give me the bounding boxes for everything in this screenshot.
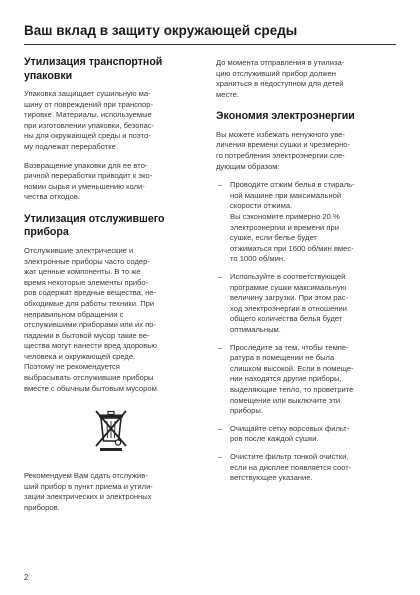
title-divider xyxy=(24,44,396,45)
page-title: Ваш вклад в защиту окружающей среды xyxy=(24,23,298,38)
crossed-out-wheelie-bin-icon xyxy=(86,403,136,453)
device-disposal-heading: Утилизация отслужившего прибора xyxy=(24,212,165,239)
transport-packaging-paragraph-1: Упаковка защищает сушильную ма- шину от повреждений при транспор- тировке. Материалы, используемые при изготовлении упаковки, безопас- ны для окружающей среды и поэто- му подлежат переработке. xyxy=(24,89,155,151)
list-item: – Проводите отжим белья в стираль- ной машине при максимальной скорости отжима. Вы сэкономите примерно 20 % электроэнергии и времени при сушке, если белье будет отжиматься при 1600 об/мин вмес- то 1000 об/мин. xyxy=(218,180,355,264)
page-number: 2 xyxy=(24,573,29,582)
energy-saving-intro: Вы можете избежать ненужного уве- личения времени сушки и чрезмерно- го потребления электроэнергии сле- дующим образом: xyxy=(216,129,351,171)
list-item: – Проследите за тем, чтобы темпе- ратура в помещении не была слишком высокой. Если в помеще- нии находятся другие приборы, выделяющие тепло, то проветрите помещение или выключите эти приборы. xyxy=(218,342,354,416)
transport-packaging-paragraph-2: Возвращение упаковки для ее вто- ричной переработки приводит к эко- номии сырья и уменьшению коли- чества отходов. xyxy=(24,160,153,202)
device-disposal-paragraph-1: Отслужившие электрические и электронные приборы часто содер- жат ценные компоненты. В то же время некоторые элементы прибо- ров содержат вредные вещества, не- обходимые для работы техники. При неправильном обращении с отслужившими приборами или их по- падании в бытовой мусор такие ве- щества могут нанести вред здоровью человека и окружающей среде. Поэтому не рекомендуется выбрасывать отслужившие приборы вместе с обычным бытовым мусором. xyxy=(24,245,159,393)
device-disposal-paragraph-2: Рекомендуем Вам сдать отслужив- ший прибор в пункт приема и утили- зации электрических и электронных приборов. xyxy=(24,471,153,513)
list-item: – Очищайте сетку ворсовых фильт- ров после каждой сушки. xyxy=(218,423,350,444)
right-column xyxy=(216,58,398,484)
storage-paragraph: До момента отправления в утилиза- цию отслуживший прибор должен храниться в недоступном для детей месте. xyxy=(216,58,345,99)
list-item: – Используйте в соответствующей программе сушки максимальную величину загрузки. При этом рас- ход электроэнергии в отношении общего количества белья будет оптимальным. xyxy=(218,272,349,334)
energy-saving-list xyxy=(216,180,398,483)
left-column xyxy=(24,56,206,514)
transport-packaging-heading: Утилизация транспортной упаковки xyxy=(24,56,163,82)
energy-saving-heading: Экономия электроэнергии xyxy=(216,110,355,123)
list-item: – Очистите фильтр тонкой очистки, если на дисплее появляется соот- ветствующее указание. xyxy=(218,451,352,483)
